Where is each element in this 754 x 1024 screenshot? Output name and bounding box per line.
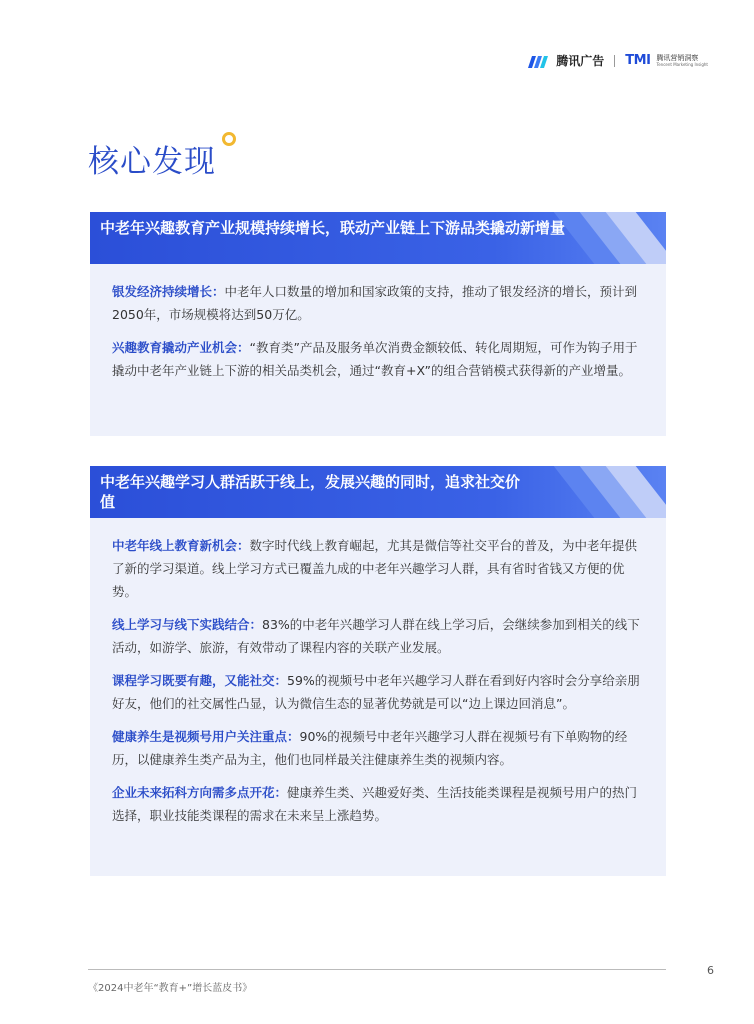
finding-keyword: 健康养生是视频号用户关注重点： — [112, 729, 300, 744]
circle-decoration-icon — [222, 132, 236, 146]
finding-text: “教育类”产品及服务单次消费金额较低、转化周期短，可作为钩子用于撬动中老年产业链上下游的相关品类机会，通过“教育+X”的组合营销模式获得新的产业增量。 — [112, 340, 638, 378]
finding-item — [112, 725, 644, 771]
finding-text: 健康养生类、兴趣爱好类、生活技能类课程是视频号用户的热门选择，职业技能类课程的需求在未来呈上涨趋势。 — [112, 785, 638, 823]
finding-item — [112, 336, 644, 382]
footer-doc-title: 《2024中老年“教育+”增长蓝皮书》 — [88, 983, 253, 994]
section-industry-growth — [90, 212, 666, 436]
finding-text: 90%的视频号中老年兴趣学习人群在视频号有下单购物的经历，以健康养生类产品为主，他们也同样最关注健康养生类的视频内容。 — [112, 729, 628, 767]
finding-item — [112, 669, 644, 715]
finding-item — [112, 781, 644, 827]
tmi-brand-text — [656, 55, 708, 67]
page-title: 核心发现 — [88, 144, 216, 180]
finding-item — [112, 534, 644, 603]
brand-tencent-ads: 腾讯广告 — [556, 54, 605, 68]
section-body — [90, 518, 666, 827]
tencent-ads-logo-icon — [528, 54, 550, 68]
finding-keyword: 兴趣教育撬动产业机会： — [112, 340, 250, 355]
section-online-learning — [90, 466, 666, 876]
logo-divider — [614, 55, 615, 67]
finding-text: 数字时代线上教育崛起，尤其是微信等社交平台的普及，为中老年提供了新的学习渠道。线上学习方式已覆盖九成的中老年兴趣学习人群，具有省时省钱又方便的优势。 — [112, 538, 638, 599]
section-header — [90, 212, 666, 264]
section-header — [90, 466, 666, 518]
section-title: 中老年兴趣教育产业规模持续增长，联动产业链上下游品类撬动新增量 — [100, 219, 566, 237]
finding-text: 中老年人口数量的增加和国家政策的支持，推动了银发经济的增长，预计到2050年，市场规模将达到50万亿。 — [112, 284, 638, 322]
finding-keyword: 课程学习既要有趣，又能社交： — [112, 673, 288, 688]
finding-text: 59%的视频号中老年兴趣学习人群在看到好内容时会分享给亲朋好友，他们的社交属性凸显，认为微信生态的显著优势就是可以“边上课边回消息”。 — [112, 673, 640, 711]
tmi-logo: TMI — [625, 53, 651, 68]
finding-keyword: 企业未来拓科方向需多点开花： — [112, 785, 288, 800]
finding-item — [112, 613, 644, 659]
section-title: 中老年兴趣学习人群活跃于线上，发展兴趣的同时，追求社交价值 — [100, 473, 521, 511]
page-number: 6 — [707, 964, 714, 977]
tmi-en: Tencent Marketing Insight — [656, 61, 708, 67]
finding-item — [112, 280, 644, 326]
finding-keyword: 银发经济持续增长： — [112, 284, 225, 299]
header-logos — [528, 52, 708, 69]
footer-divider — [88, 969, 666, 970]
finding-text: 83%的中老年兴趣学习人群在线上学习后，会继续参加到相关的线下活动，如游学、旅游，有效带动了课程内容的关联产业发展。 — [112, 617, 640, 655]
finding-keyword: 中老年线上教育新机会： — [112, 538, 250, 553]
finding-keyword: 线上学习与线下实践结合： — [112, 617, 263, 632]
section-body — [90, 264, 666, 382]
tmi-cn: 腾讯营销洞察 — [656, 53, 699, 62]
